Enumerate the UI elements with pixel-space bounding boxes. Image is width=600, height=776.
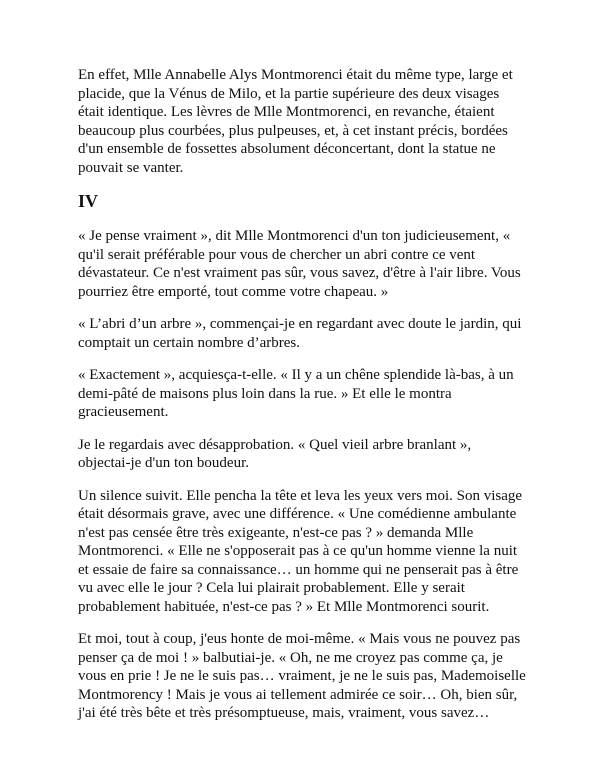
paragraph: « L’abri d’un arbre », commençai-je en regardant avec doute le jardin, qui comptait un certain nombre d’arbres. <box>78 316 522 351</box>
chapter-heading: IV <box>78 191 99 211</box>
paragraph: « Je pense vraiment », dit Mlle Montmorenci d'un ton judicieusement, « qu'il serait préférable pour vous de chercher un abri contre ce vent dévastateur. Ce n'est vraiment pas sûr, vous savez, d'être à l'air libre. Vous pourriez être emporté, tout comme votre chapeau. » <box>78 228 521 300</box>
paragraph: « Exactement », acquiesça-t-elle. « Il y a un chêne splendide là-bas, à un demi-pâté de maisons plus loin dans la rue. » Et elle le montra gracieusement. <box>78 367 514 420</box>
document-page <box>78 66 526 737</box>
paragraph: Un silence suivit. Elle pencha la tête et leva les yeux vers moi. Son visage était désormais grave, avec une différence. « Une comédienne ambulante n'est pas censée être très exigeante, n'est-ce pas ? » demanda Mlle Montmorenci. « Elle ne s'opposerait pas à ce qu'un homme vienne la nuit et essaie de faire sa connaissance… un homme qui ne penserait pas à être vu avec elle le jour ? Cela lui plairait probablement. Elle y serait probablement habituée, n'est-ce pas ? » Et Mlle Montmorenci sourit. <box>78 487 523 615</box>
paragraph: Je le regardais avec désapprobation. « Quel vieil arbre branlant », objectai-je d'un ton boudeur. <box>78 436 472 471</box>
paragraph-intro: En effet, Mlle Annabelle Alys Montmorenci était du même type, large et placide, que la Vénus de Milo, et la partie supérieure des deux visages était identique. Les lèvres de Mlle Montmorenci, en revanche, étaient beaucoup plus courbées, plus pulpeuses, et, à cet instant précis, bordées d'un ensemble de fossettes absolument déconcertant, dont la statue ne pouvait se vanter. <box>78 67 513 176</box>
paragraph: Et moi, tout à coup, j'eus honte de moi-même. « Mais vous ne pouvez pas penser ça de moi ! » balbutiai-je. « Oh, ne me croyez pas comme ça, je vous en prie ! Je ne le suis pas… vraiment, je ne le suis pas, Mademoiselle Montmorency ! Mais je vous ai tellement admirée ce soir… Oh, bien sûr, j'ai été très bête et très présomptueuse, mais, vraiment, vous savez… <box>78 631 526 721</box>
